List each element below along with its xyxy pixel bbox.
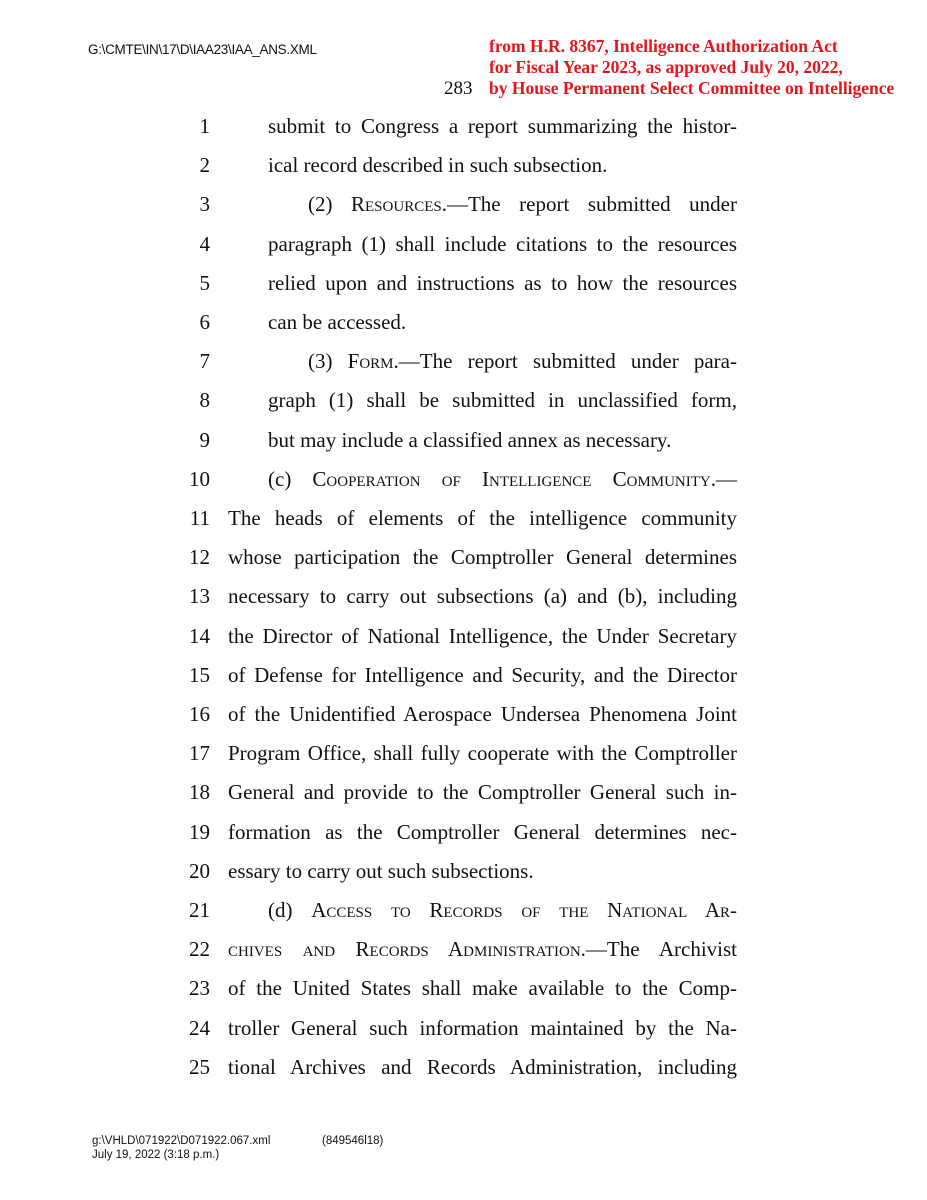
line-segment: (3) (308, 349, 348, 374)
line-number: 24 (189, 1015, 210, 1040)
line-text (268, 388, 737, 413)
line-text (228, 1016, 737, 1041)
text-line (0, 388, 927, 418)
line-segment: (c) (268, 466, 313, 491)
line-text (308, 192, 737, 217)
footer-code: (849546l18) (322, 1135, 384, 1147)
line-text (268, 898, 737, 923)
line-segment: essary to carry out such subsections. (228, 858, 534, 883)
line-number: 21 (189, 898, 210, 922)
line-segment: graph (1) shall be submitted in unclassified form, (268, 388, 737, 413)
line-text (268, 232, 737, 257)
footer-date: July 19, 2022 (3:18 p.m.) (92, 1149, 220, 1161)
text-line (0, 467, 927, 497)
text-line (0, 153, 927, 183)
line-number: 22 (189, 937, 210, 962)
line-segment: necessary to carry out subsections (a) and (b), including (228, 584, 737, 609)
stamp-line: for Fiscal Year 2023, as approved July 20, 2022, (489, 57, 843, 77)
line-number: 17 (189, 741, 210, 766)
line-segment: tional Archives and Records Administration, including (228, 1054, 737, 1079)
line-number: 25 (189, 1054, 210, 1079)
page-number: 283 (444, 78, 473, 99)
text-line (0, 310, 927, 340)
header-file-path: G:\CMTE\IN\17\D\IAA23\IAA_ANS.XML (88, 42, 317, 57)
line-segment: .—The report submitted under para- (393, 349, 737, 374)
line-number: 18 (189, 780, 210, 805)
line-text (228, 859, 534, 884)
line-segment: troller General such information maintained by the Na- (228, 1015, 737, 1040)
line-number: 10 (189, 466, 210, 491)
line-segment: the Director of National Intelligence, the Under Secretary (228, 623, 737, 648)
line-text (268, 467, 737, 492)
section-heading: Access to Records of the National Ar- (311, 898, 737, 922)
line-text (268, 428, 671, 453)
line-number: 11 (189, 506, 210, 530)
line-segment: of the United States shall make available to the Comp- (228, 976, 737, 1001)
line-number: 2 (199, 153, 210, 178)
line-text (268, 271, 737, 296)
line-text (228, 506, 737, 531)
line-segment: relied upon and instructions as to how the resources (268, 270, 737, 295)
text-line (0, 232, 927, 262)
text-line (0, 702, 927, 732)
line-segment: but may include a classified annex as necessary. (268, 427, 672, 452)
line-text (228, 584, 737, 609)
line-number: 3 (199, 192, 210, 217)
section-heading: Form (347, 349, 394, 374)
text-line (0, 349, 927, 379)
line-segment: (d) (268, 898, 312, 922)
line-number: 8 (199, 388, 210, 413)
line-text (228, 663, 737, 688)
line-segment: (2) (308, 192, 352, 217)
line-text (228, 820, 737, 845)
text-line (0, 506, 927, 536)
text-line (0, 545, 927, 575)
line-number: 13 (189, 584, 210, 609)
line-number: 14 (189, 623, 210, 648)
text-line (0, 780, 927, 810)
line-number: 5 (199, 270, 210, 295)
line-text (228, 937, 737, 962)
line-number: 23 (189, 976, 210, 1001)
line-segment: whose participation the Comptroller General determines (228, 545, 737, 570)
text-line (0, 192, 927, 222)
line-segment: Program Office, shall fully cooperate with the Comptroller (228, 741, 737, 766)
text-line (0, 741, 927, 771)
text-line (0, 624, 927, 654)
section-heading: Cooperation of Intelligence Community (312, 466, 711, 491)
section-heading: Resources (351, 192, 442, 217)
section-heading: chives and Records Administration (228, 937, 581, 962)
line-text (228, 1055, 737, 1080)
line-number: 4 (199, 231, 210, 256)
text-line (0, 663, 927, 693)
line-number: 19 (189, 819, 210, 844)
line-segment: of Defense for Intelligence and Security, and the Director (228, 662, 737, 687)
line-number: 6 (199, 310, 210, 334)
line-text (268, 153, 607, 178)
text-line (0, 428, 927, 458)
text-line (0, 271, 927, 301)
line-number: 1 (199, 114, 210, 138)
line-segment: .—The report submitted under (441, 192, 737, 217)
line-segment: ical record described in such subsection. (268, 153, 608, 178)
line-segment: can be accessed. (268, 310, 407, 334)
line-segment: The heads of elements of the intelligence community (228, 506, 737, 530)
line-number: 20 (189, 858, 210, 883)
line-number: 7 (199, 349, 210, 374)
line-segment: .—The Archivist (580, 937, 738, 962)
stamp-line: from H.R. 8367, Intelligence Authorization Act (489, 36, 838, 56)
line-segment: General and provide to the Comptroller General such in- (228, 780, 737, 805)
line-text (228, 976, 737, 1001)
text-line (0, 1016, 927, 1046)
line-text (228, 545, 737, 570)
line-number: 16 (189, 702, 210, 726)
line-text (268, 310, 406, 335)
line-segment: paragraph (1) shall include citations to the resources (268, 231, 737, 256)
footer (92, 1134, 384, 1162)
text-line (0, 976, 927, 1006)
line-segment: submit to Congress a report summarizing the histor- (268, 114, 737, 138)
line-number: 15 (189, 662, 210, 687)
footer-file-path: g:\VHLD\071922\D071922.067.xml (92, 1135, 271, 1147)
line-segment: formation as the Comptroller General determines nec- (228, 819, 737, 844)
line-segment: of the Unidentified Aerospace Undersea Phenomena Joint (228, 702, 737, 726)
committee-stamp (489, 36, 894, 99)
line-text (268, 114, 737, 139)
line-segment: .— (710, 466, 737, 491)
text-line (0, 584, 927, 614)
text-line (0, 898, 927, 928)
text-line (0, 1055, 927, 1085)
line-text (228, 780, 737, 805)
line-text (228, 741, 737, 766)
stamp-line: by House Permanent Select Committee on Intelligence (489, 78, 895, 98)
line-number: 9 (199, 427, 210, 452)
text-line (0, 859, 927, 889)
line-number: 12 (189, 545, 210, 570)
text-line (0, 937, 927, 967)
line-text (228, 624, 737, 649)
text-line (0, 820, 927, 850)
line-text (228, 702, 737, 727)
text-line (0, 114, 927, 144)
line-text (308, 349, 737, 374)
